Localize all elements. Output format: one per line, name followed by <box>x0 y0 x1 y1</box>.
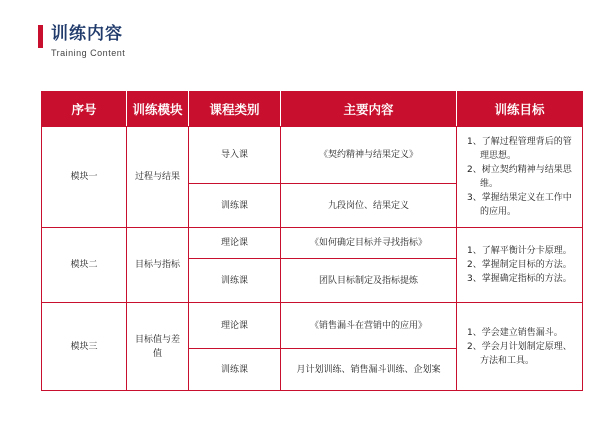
page-title: 训练内容 <box>51 24 123 44</box>
course-type-cell: 训练课 <box>189 259 281 303</box>
column-header-main-content: 主要内容 <box>281 92 457 127</box>
goals-cell <box>457 228 583 303</box>
course-type-cell: 理论课 <box>189 303 281 349</box>
module-name-cell: 过程与结果 <box>127 127 189 228</box>
goal-item: 3、掌握确定指标的方法。 <box>467 274 572 284</box>
page-subtitle: Training Content <box>51 48 126 58</box>
course-type-cell: 训练课 <box>189 349 281 391</box>
goal-item: 2、掌握制定目标的方法。 <box>467 260 572 270</box>
column-header-course-type: 课程类别 <box>189 92 281 127</box>
goal-item: 1、了解平衡计分卡原理。 <box>467 246 572 256</box>
goal-item: 2、学会月计划制定原理、方法和工具。 <box>467 341 572 366</box>
course-type-cell: 导入课 <box>189 127 281 184</box>
module-name-cell: 目标值与差值 <box>127 303 189 391</box>
column-header-index: 序号 <box>42 92 127 127</box>
course-type-cell: 训练课 <box>189 184 281 228</box>
module-index-cell: 模块一 <box>42 127 127 228</box>
table-row <box>42 303 583 349</box>
course-content-cell: 《如何确定目标并寻找指标》 <box>281 228 457 259</box>
goal-item: 3、掌握结果定义在工作中的应用。 <box>467 193 572 217</box>
course-content-cell: 《销售漏斗在营销中的应用》 <box>281 303 457 349</box>
table-row <box>42 127 583 184</box>
course-content-cell: 团队目标制定及指标提炼 <box>281 259 457 303</box>
module-name-cell: 目标与指标 <box>127 228 189 303</box>
module-index-cell: 模块三 <box>42 303 127 391</box>
course-content-cell: 月计划训练、销售漏斗训练、企划案 <box>281 349 457 391</box>
title-accent-bar <box>38 25 43 48</box>
goal-item: 1、了解过程管理背后的管理思想。 <box>467 137 572 161</box>
table-row <box>42 228 583 259</box>
table-header-row <box>42 92 583 127</box>
column-header-goals: 训练目标 <box>457 92 583 127</box>
training-table <box>41 91 583 391</box>
goal-item: 1、学会建立销售漏斗。 <box>467 327 563 338</box>
course-content-cell: 九段岗位、结果定义 <box>281 184 457 228</box>
column-header-module: 训练模块 <box>127 92 189 127</box>
goal-item: 2、树立契约精神与结果思维。 <box>467 165 572 189</box>
goals-cell <box>457 303 583 391</box>
module-index-cell: 模块二 <box>42 228 127 303</box>
goals-cell <box>457 127 583 228</box>
course-type-cell: 理论课 <box>189 228 281 259</box>
course-content-cell: 《契约精神与结果定义》 <box>281 127 457 184</box>
